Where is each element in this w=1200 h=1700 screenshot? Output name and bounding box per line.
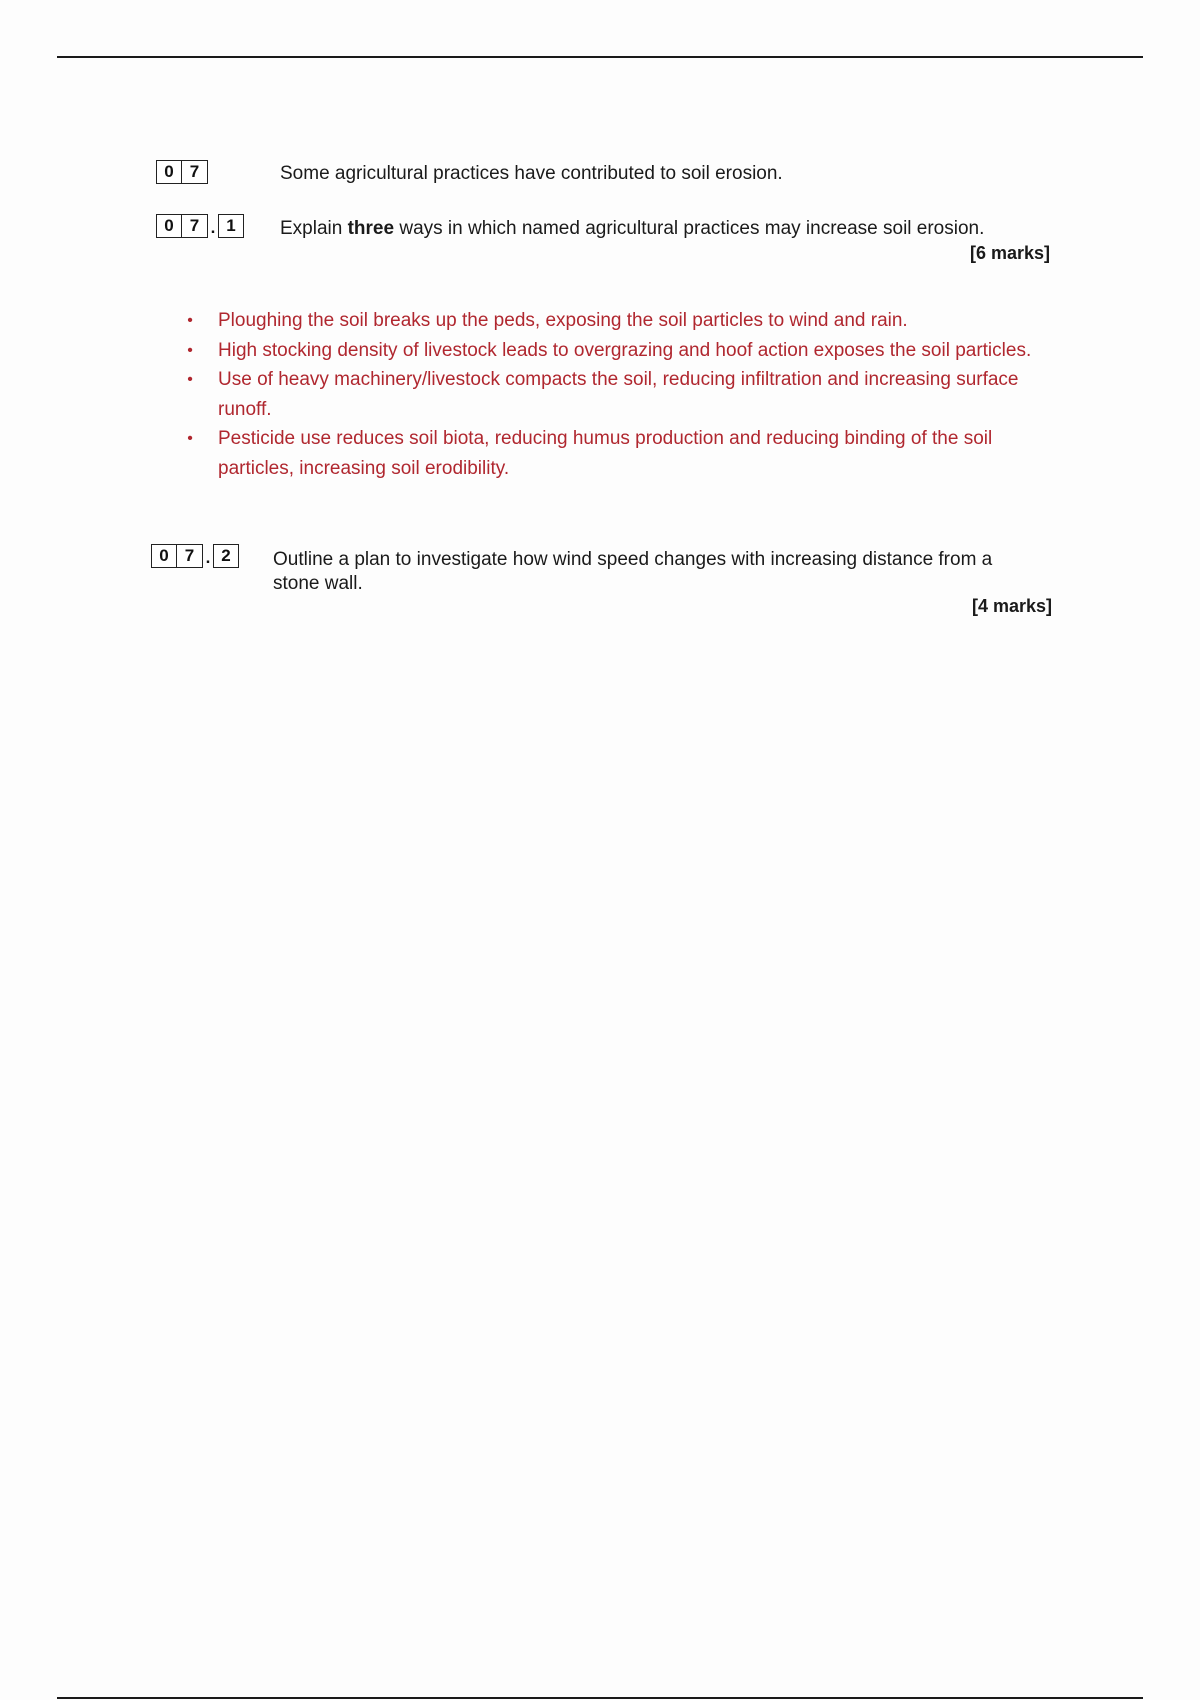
top-rule [57, 56, 1143, 58]
question-digit-box: 0 [156, 160, 182, 184]
question-number-07-2 [151, 544, 239, 568]
question-07-2-marks: [4 marks] [971, 596, 1052, 616]
bullet-icon: • [187, 430, 193, 447]
question-digit-box: 0 [151, 544, 177, 568]
bullet-icon: • [187, 371, 193, 388]
bullet-icon: • [187, 341, 193, 359]
answer-text: High stocking density of livestock leads to overgrazing and hoof action exposes the soil particles. [218, 339, 1032, 361]
answer-text: Pesticide use reduces soil biota, reducing humus production and reducing binding of the soil particles, increasing soil erodibility. [218, 428, 993, 479]
answer-item [180, 365, 1060, 424]
question-digit-box: 7 [177, 544, 203, 568]
question-text-line: Outline a plan to investigate how wind speed changes with increasing distance from a [273, 549, 993, 570]
question-digit-box: 7 [182, 160, 208, 184]
question-digit-box: 0 [156, 214, 182, 238]
bottom-rule [57, 1697, 1143, 1699]
question-number-07 [156, 160, 208, 184]
question-text-part: Explain [280, 218, 348, 239]
answer-item [180, 336, 1060, 366]
question-text-part: ways in which named agricultural practices may increase soil erosion. [394, 218, 985, 239]
question-text-line: stone wall. [273, 573, 363, 594]
answer-item [180, 306, 1060, 336]
question-number-07-1 [156, 214, 244, 238]
bullet-icon: • [187, 312, 193, 329]
question-dot: . [205, 548, 211, 567]
answer-list [180, 306, 1060, 483]
question-digit-box: 7 [182, 214, 208, 238]
answer-text: Ploughing the soil breaks up the peds, exposing the soil particles to wind and rain. [218, 310, 908, 331]
question-07-text: Some agricultural practices have contributed to soil erosion. [280, 163, 783, 184]
answer-text: Use of heavy machinery/livestock compacts the soil, reducing infiltration and increasing surface runoff. [218, 369, 1019, 420]
question-07-1-marks: [6 marks] [969, 243, 1050, 263]
answer-item [180, 424, 1060, 483]
question-dot: . [210, 218, 216, 237]
question-sub-digit-box: 2 [213, 544, 239, 568]
question-07-1-text [280, 218, 984, 240]
question-text-bold: three [347, 218, 395, 239]
question-sub-digit-box: 1 [218, 214, 244, 238]
question-07-2-text [273, 548, 992, 596]
